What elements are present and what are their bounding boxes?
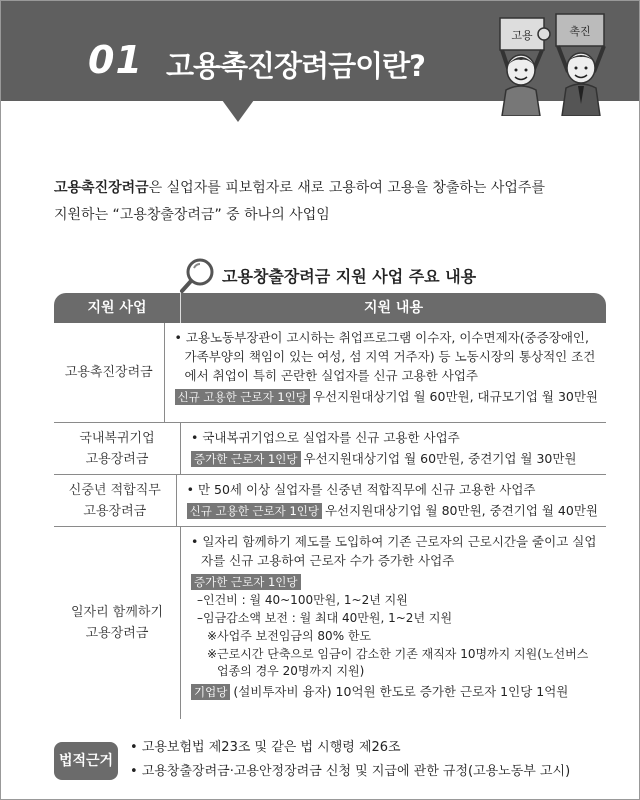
puzzle-piece-right-icon	[556, 14, 604, 46]
tag-label: 증가한 근로자 1인당	[191, 574, 301, 590]
puzzle-piece-left-icon	[500, 18, 550, 50]
intro-lead: 고용촉진장려금	[54, 180, 149, 196]
tag-label: 기업당	[191, 684, 230, 700]
header-content: 지원 내용	[364, 300, 423, 316]
tag-label: 증가한 근로자 1인당	[191, 451, 301, 467]
amount-text: 우선지원대상기업 월 60만원, 대규모기업 월 30만원	[312, 389, 598, 404]
support-table	[54, 293, 606, 719]
detail-line: –임금감소액 보전 : 월 최대 40만원, 1~2년 지원	[197, 611, 453, 625]
section-heading-text: 고용창출장려금 지원 사업 주요 내용	[222, 267, 477, 286]
program-content	[165, 323, 606, 422]
legal-list	[130, 736, 570, 784]
tag-line	[191, 572, 598, 591]
amount-line	[175, 387, 598, 406]
section-heading	[178, 258, 518, 294]
bullet-text: • 고용노동부장관이 고시하는 취업프로그램 이수자, 이수면제자(중증장애인, 가족부양의 책임이 있는 여성, 섬 지역 거주자) 등 노동시장의 통상적인 조건에서 취업이 특히 곤란한 실업자를 신규 고용한 사업주	[175, 328, 598, 385]
intro-paragraph	[54, 175, 614, 229]
note-line: 업종의 경우 20명까지 지원)	[217, 664, 365, 678]
program-name: 신중년 적합직무 고용장려금	[54, 475, 177, 526]
bullet-text: • 국내복귀기업으로 실업자를 신규 고용한 사업주	[191, 428, 598, 447]
legal-item: • 고용보험법 제23조 및 같은 법 시행령 제26조	[130, 736, 570, 760]
person-left-icon	[502, 50, 542, 116]
intro-line2: 지원하는 “고용창출장려금” 중 하나의 사업임	[54, 207, 330, 223]
note-line: ※근로시간 단축으로 임금이 감소한 기존 재직자 10명까지 지원(노선버스	[207, 647, 589, 661]
header-program: 지원 사업	[54, 293, 181, 323]
amount-text: 우선지원대상기업 월 60만원, 중견기업 월 30만원	[303, 451, 577, 466]
page-title: 고용촉진장려금이란?	[166, 49, 425, 83]
amount-text: (설비투자비 융자) 10억원 한도로 증가한 근로자 1인당 1억원	[233, 684, 569, 699]
table-row	[54, 475, 606, 527]
puzzle-right-text: 촉진	[569, 25, 591, 38]
amount-text: 우선지원대상기업 월 80만원, 중견기업 월 40만원	[324, 503, 598, 518]
program-name: 일자리 함께하기 고용장려금	[54, 527, 181, 719]
program-name: 고용촉진장려금	[54, 323, 165, 422]
note-line: ※사업주 보전임금의 80% 한도	[207, 629, 372, 643]
legal-basis	[54, 736, 614, 784]
bullet-text: • 만 50세 이상 실업자를 신중년 적합직무에 신규 고용한 사업주	[187, 480, 598, 499]
table-header	[54, 293, 606, 323]
tag-label: 신규 고용한 근로자 1인당	[175, 389, 310, 405]
amount-line	[187, 501, 598, 520]
header-pointer	[222, 100, 254, 122]
section-number: 01	[88, 38, 143, 82]
table-row	[54, 423, 606, 475]
legal-item: • 고용창출장려금·고용안정장려금 신청 및 지급에 관한 규정(고용노동부 고시)	[130, 760, 570, 784]
intro-line1: 은 실업자를 피보험자로 새로 고용하여 고용을 창출하는 사업주를	[148, 180, 545, 196]
program-content	[181, 423, 606, 474]
magnifier-icon	[178, 258, 218, 294]
table-row	[54, 323, 606, 423]
program-content	[177, 475, 606, 526]
table-row	[54, 527, 606, 719]
detail-line: –인건비 : 월 40~100만원, 1~2년 지원	[197, 593, 408, 607]
tag-label: 신규 고용한 근로자 1인당	[187, 503, 322, 519]
legal-badge: 법적근거	[54, 742, 118, 780]
program-name: 국내복귀기업 고용장려금	[54, 423, 181, 474]
bullet-text: • 일자리 함께하기 제도를 도입하여 기존 근로자의 근로시간을 줄이고 실업자를 신규 고용하여 근로자 수가 증가한 사업주	[191, 532, 598, 570]
puzzle-people-illustration	[488, 4, 628, 116]
program-content	[181, 527, 606, 719]
amount-line	[191, 449, 598, 468]
person-right-icon	[558, 46, 604, 116]
puzzle-left-text: 고용	[511, 29, 533, 42]
amount-line	[191, 682, 598, 701]
